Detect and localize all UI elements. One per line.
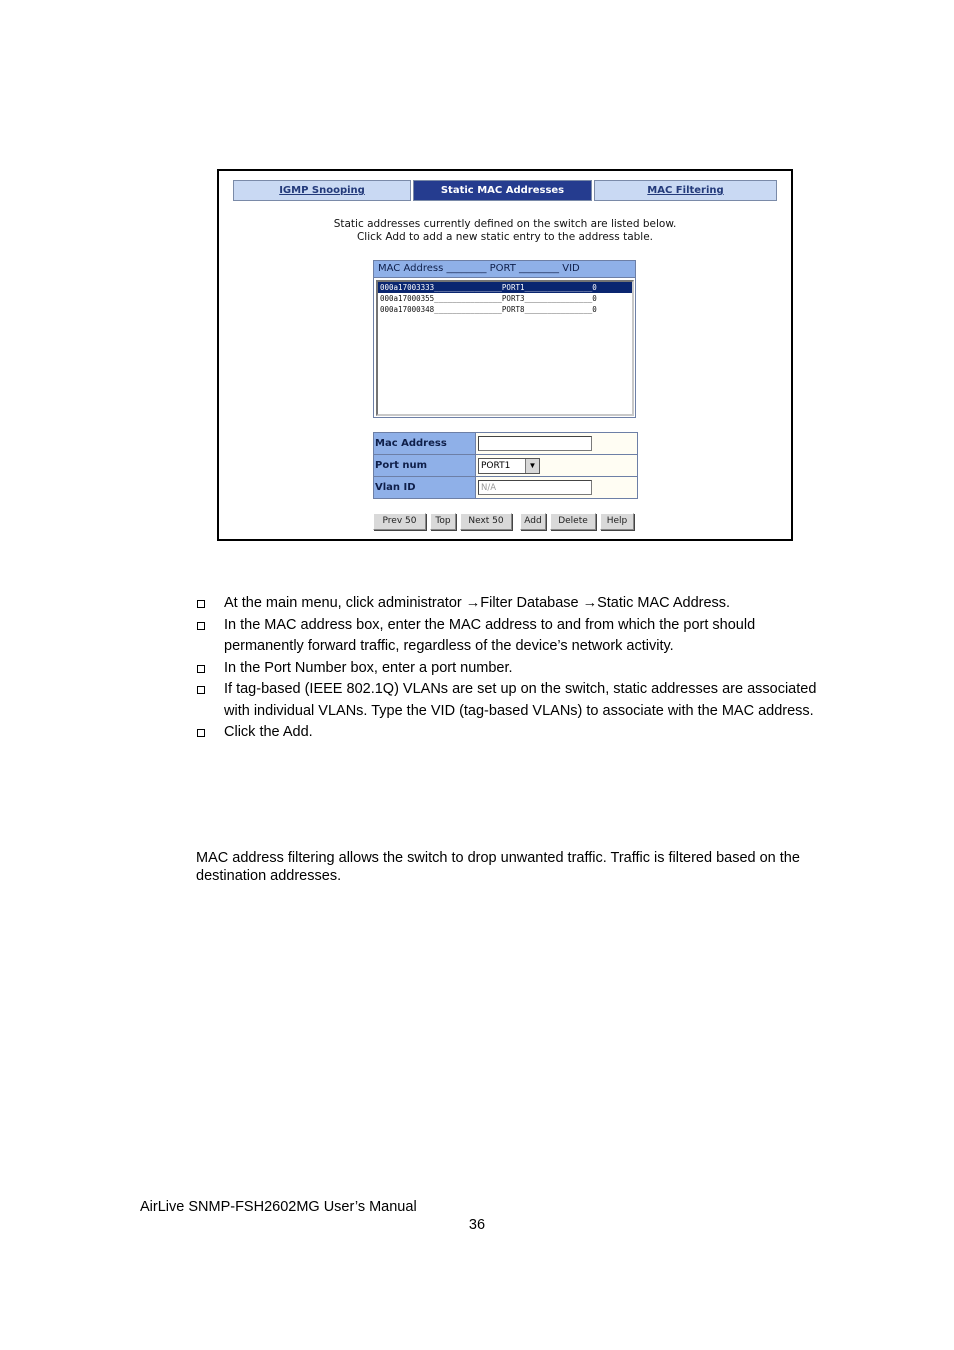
mac-address-listbox[interactable]: [376, 280, 634, 416]
help-button[interactable]: Help: [600, 513, 634, 530]
tab-mac-filtering[interactable]: MAC Filtering: [594, 180, 777, 201]
list-item[interactable]: 000a17000348_______________PORT8_______________0: [380, 305, 597, 314]
prev-50-button[interactable]: Prev 50: [373, 513, 426, 530]
mac-address-row: [374, 433, 637, 455]
mac-address-list: [373, 260, 636, 418]
intro-line-2: Click Add to add a new static entry to the address table.: [356, 231, 654, 243]
mac-filtering-paragraph: MAC address filtering allows the switch to drop unwanted traffic. Traffic is filtered based on the destination addresses.: [196, 850, 800, 884]
vlan-id-label: Vlan ID: [374, 477, 476, 498]
checkbox-bullet-icon: [197, 665, 205, 673]
intro-text: [219, 218, 791, 244]
page-number: 36: [468, 1217, 486, 1233]
top-button[interactable]: Top: [430, 513, 456, 530]
port-num-value: PORT1: [481, 460, 511, 471]
instruction-section: [196, 593, 836, 744]
delete-button[interactable]: Delete: [550, 513, 596, 530]
intro-line-1: Static addresses currently defined on the switch are listed below.: [333, 218, 677, 230]
mac-address-label: Mac Address: [374, 433, 476, 454]
tab-bar: [233, 180, 775, 201]
tab-static-mac-addresses[interactable]: Static MAC Addresses: [413, 180, 592, 201]
static-mac-screenshot: [217, 169, 793, 541]
list-item: In the MAC address box, enter the MAC address to and from which the port should permanently forward traffic, regardless of the device’s network activity.: [196, 615, 836, 658]
checkbox-bullet-icon: [197, 686, 205, 694]
chevron-down-icon[interactable]: ▼: [525, 459, 539, 473]
port-num-select[interactable]: [478, 458, 540, 474]
button-bar: [373, 513, 638, 530]
port-num-label: Port num: [374, 455, 476, 476]
port-num-row: [374, 455, 637, 477]
vlan-id-row: [374, 477, 637, 498]
instruction-list: [196, 593, 836, 744]
next-50-button[interactable]: Next 50: [460, 513, 512, 530]
list-item: At the main menu, click administrator →Filter Database →Static MAC Address.: [196, 593, 836, 615]
tab-igmp-snooping[interactable]: IGMP Snooping: [233, 180, 411, 201]
checkbox-bullet-icon: [197, 600, 205, 608]
static-entry-form: [373, 432, 638, 499]
list-header: MAC Address ________ PORT ________ VID: [374, 261, 635, 278]
list-item: If tag-based (IEEE 802.1Q) VLANs are set up on the switch, static addresses are associated with individual VLANs. Type the VID (tag-based VLANs) to associate with the MAC address.: [196, 679, 836, 722]
add-button[interactable]: Add: [520, 513, 546, 530]
vlan-id-input[interactable]: N/A: [478, 480, 592, 495]
list-item[interactable]: 000a17003333_______________PORT1_______________0: [378, 282, 632, 293]
checkbox-bullet-icon: [197, 622, 205, 630]
list-item: Click the Add.: [196, 722, 836, 744]
footer-manual-title: AirLive SNMP-FSH2602MG User’s Manual: [140, 1199, 417, 1215]
list-item[interactable]: 000a17000355_______________PORT3_______________0: [380, 294, 597, 303]
checkbox-bullet-icon: [197, 729, 205, 737]
list-item: In the Port Number box, enter a port number.: [196, 658, 836, 680]
mac-address-input[interactable]: [478, 436, 592, 451]
